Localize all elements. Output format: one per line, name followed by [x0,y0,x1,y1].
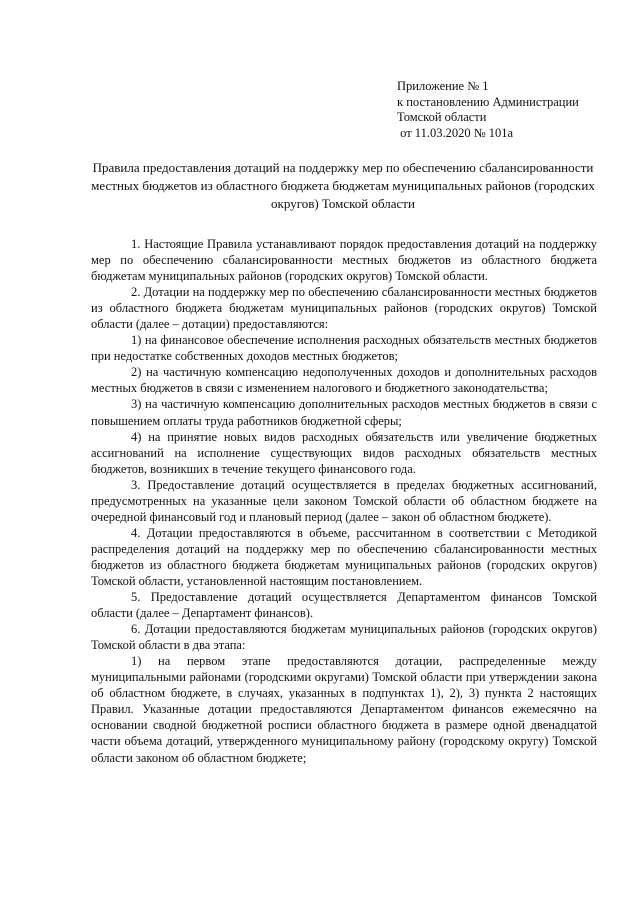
paragraph: 5. Предоставление дотаций осуществляется Департаментом финансов Томской области (далее – Департамент финансов). [91,590,597,621]
appendix-region: Томской области [397,110,487,124]
appendix-date: от 11.03.2020 № 101а [397,125,514,140]
paragraph: 3. Предоставление дотаций осуществляется в пределах бюджетных ассигнований, предусмотренных на указанные цели законом Томской области об областном бюджете на очередной финансовый год и плановый период (далее – закон об областном бюджете). [91,477,597,524]
paragraph: 6. Дотации предоставляются бюджетам муниципальных районов (городских округов) Томской области в два этапа: [91,622,597,653]
document-title: Правила предоставления дотаций на поддержку мер по обеспечению сбалансированности местных бюджетов из областного бюджета бюджетам муниципальных районов (городских округов) Томской области [91,160,595,211]
appendix-block [397,79,627,141]
paragraph: 4. Дотации предоставляются в объеме, рассчитанном в соответствии с Методикой распределения дотаций на поддержку мер по обеспечению сбалансированности местных бюджетов из областного бюджета бюджетам муниципальных районов (городских округов) Томской области, установленной настоящим постановлением. [91,525,597,588]
paragraph: 2. Дотации на поддержку мер по обеспечению сбалансированности местных бюджетов из областного бюджета бюджетам муниципальных районов (городских округов) Томской области (далее – дотации) предоставляются: [91,285,597,332]
document-body [91,236,597,766]
paragraph: 4) на принятие новых видов расходных обязательств или увеличение бюджетных ассигнований на исполнение существующих видов расходных обязательств местных бюджетов, возникших в течение текущего финансового года. [91,429,597,476]
paragraph: 3) на частичную компенсацию дополнительных расходов местных бюджетов в связи с повышением оплаты труда работников бюджетной сферы; [91,397,597,428]
paragraph: 1) на первом этапе предоставляются дотации, распределенные между муниципальными районами (городскими округами) Томской области при утверждении закона об областном бюджете, в случаях, указанных в подпунктах 1), 2), 3) пункта 2 настоящих Правил. Указанные дотации предоставляются Департаментом финансов ежемесячно на основании сводной бюджетной росписи областного бюджета в размере одной двенадцатой части объема дотаций, утвержденного муниципальному району (городскому округу) Томской области законом об областном бюджете; [91,654,597,765]
appendix-number: Приложение № 1 [397,79,489,93]
paragraph: 2) на частичную компенсацию недополученных доходов и дополнительных расходов местных бюджетов в связи с изменением налогового и бюджетного законодательства; [91,365,597,396]
paragraph: 1) на финансовое обеспечение исполнения расходных обязательств местных бюджетов при недостатке собственных доходов местных бюджетов; [91,333,597,364]
appendix-resolution: к постановлению Администрации [397,94,579,109]
paragraph: 1. Настоящие Правила устанавливают порядок предоставления дотаций на поддержку мер по обеспечению сбалансированности местных бюджетов из областного бюджета бюджетам муниципальных районов (городских округов) Томской области. [91,237,597,284]
